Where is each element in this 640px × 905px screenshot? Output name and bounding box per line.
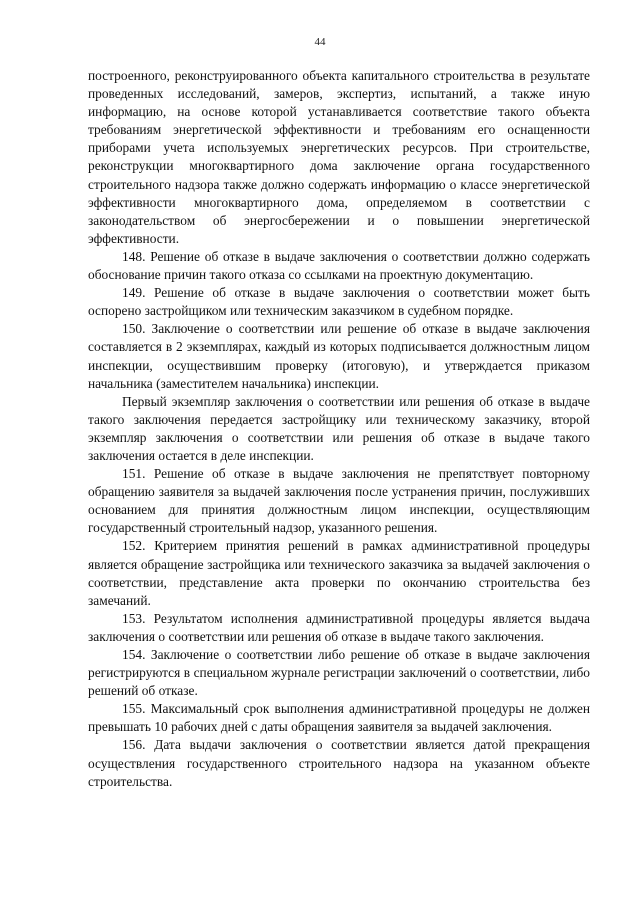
document-body	[88, 67, 590, 791]
paragraph-continuation: построенного, реконструированного объекта капитального строительства в результате проведенных исследований, замеров, экспертиз, испытаний, а также иную информацию, на основе которой устанавливается соответствие такого объекта требованиям энергетической эффективности и требованиям его оснащенности приборами учета используемых энергетических ресурсов. При строительстве, реконструкции многоквартирного дома заключение органа государственного строительного надзора также должно содержать информацию о классе энергетической эффективности многоквартирного дома, определяемом в соответствии с законодательством об энергосбережении и о повышении энергетической эффективности.	[88, 68, 590, 246]
page-number: 44	[314, 36, 326, 48]
paragraph-151: 151. Решение об отказе в выдаче заключения не препятствует повторному обращению заявителя за выдачей заключения после устранения причин, послуживших основанием для принятия должностным лицом инспекции, осуществляющим государственный строительный надзор, указанного решения.	[88, 466, 590, 536]
paragraph-148: 148. Решение об отказе в выдаче заключения о соответствии должно содержать обоснование причин такого отказа со ссылками на проектную документацию.	[88, 248, 590, 283]
paragraph-152: 152. Критерием принятия решений в рамках административной процедуры является обращение застройщика или технического заказчика за выдачей заключения о соответствии, представление акта проверки по окончанию строительства без замечаний.	[88, 538, 590, 608]
paragraph-150: 150. Заключение о соответствии или решение об отказе в выдаче заключения составляется в 2 экземплярах, каждый из которых подписывается должностным лицом инспекции, осуществившим проверку (итоговую), и утверждается приказом начальника (заместителем начальника) инспекции.	[88, 321, 590, 391]
paragraph-149: 149. Решение об отказе в выдаче заключения о соответствии может быть оспорено застройщиком или техническим заказчиком в судебном порядке.	[88, 285, 590, 319]
paragraph-153: 153. Результатом исполнения административной процедуры является выдача заключения о соответствии или решения об отказе в выдаче такого заключения.	[88, 610, 590, 644]
paragraph-155: 155. Максимальный срок выполнения административной процедуры не должен превышать 10 рабочих дней с даты обращения заявителя за выдачей заключения.	[88, 701, 590, 735]
paragraph-156: 156. Дата выдачи заключения о соответствии является датой прекращения осуществления государственного строительного надзора на указанном объекте строительства.	[88, 737, 590, 789]
paragraph-150-copies: Первый экземпляр заключения о соответствии или решения об отказе в выдаче такого заключения передается застройщику или техническому заказчику, второй экземпляр заключения о соответствии или решения об отказе в выдаче такого заключения остается в деле инспекции.	[88, 393, 590, 463]
paragraph-154: 154. Заключение о соответствии либо решение об отказе в выдаче заключения регистрируются в специальном журнале регистрации заключений о соответствии, либо решений об отказе.	[88, 647, 590, 699]
